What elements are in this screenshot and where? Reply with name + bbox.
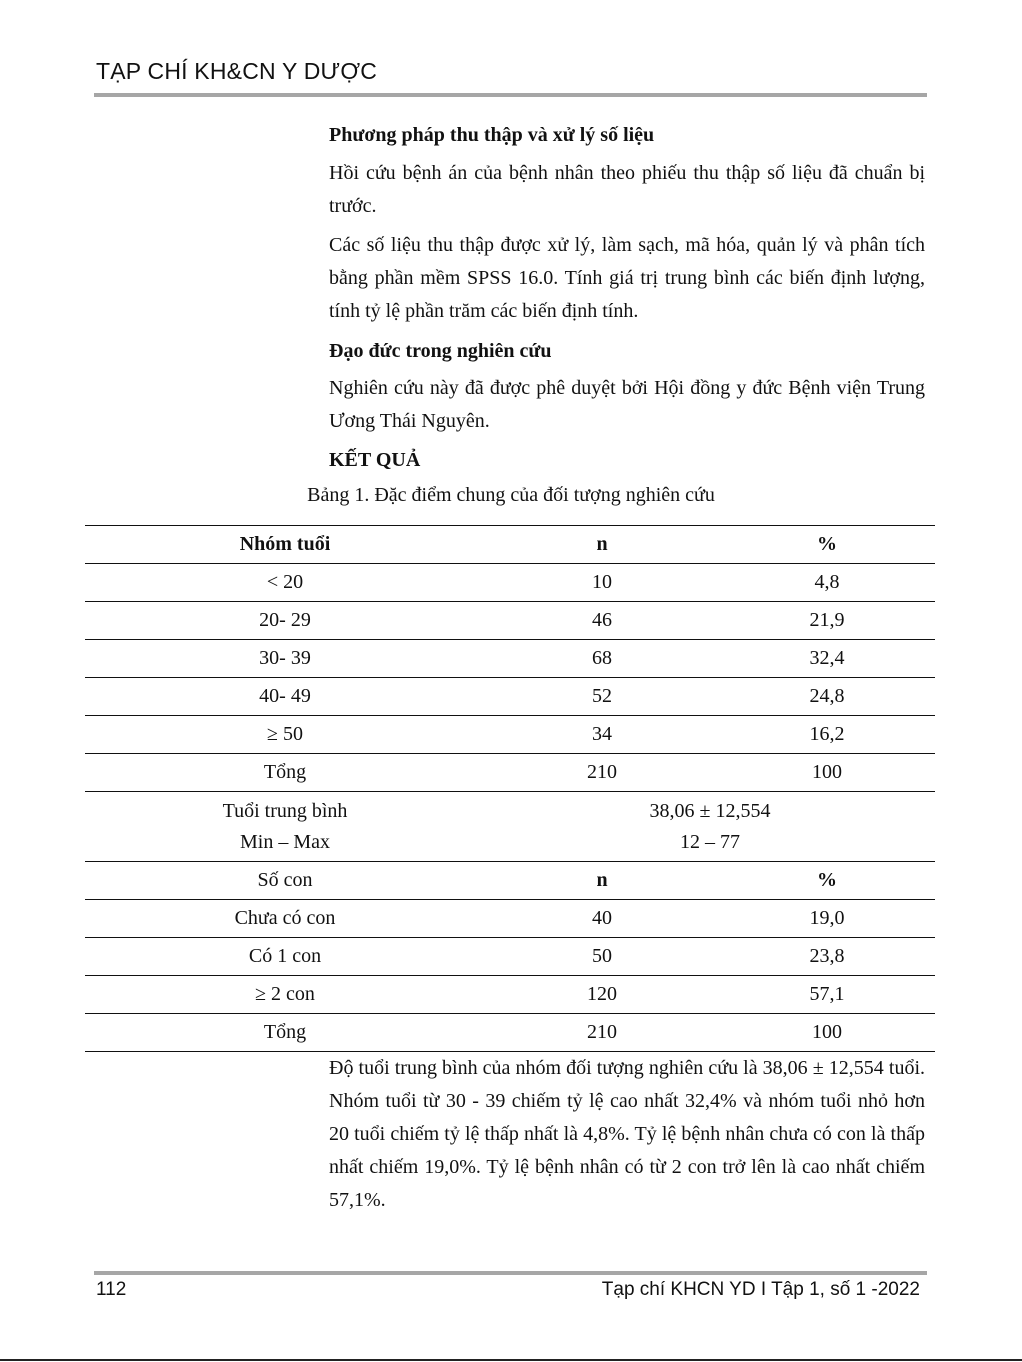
header-cell: Nhóm tuổi (85, 526, 485, 564)
table-header-row (85, 862, 935, 900)
table-cell: 23,8 (719, 938, 935, 976)
footer-rule (94, 1271, 927, 1275)
table-cell: < 20 (85, 564, 485, 602)
table-caption: Bảng 1. Đặc điểm chung của đối tượng nghiên cứu (307, 484, 715, 506)
table-cell: ≥ 50 (85, 716, 485, 754)
table-cell: 210 (485, 754, 719, 792)
min-max-value: 12 – 77 (680, 830, 740, 853)
min-max-label: Min – Max (240, 830, 330, 853)
table-row (85, 976, 935, 1014)
table-row (85, 678, 935, 716)
table-cell: 46 (485, 602, 719, 640)
header-cell: Số con (85, 862, 485, 900)
journal-header: TẠP CHÍ KH&CN Y DƯỢC (96, 58, 378, 84)
table-cell (485, 792, 935, 862)
journal-issue: Tạp chí KHCN YD I Tập 1, số 1 -2022 (601, 1279, 920, 1300)
table-cell: Có 1 con (85, 938, 485, 976)
table-cell: 68 (485, 640, 719, 678)
table-cell: 32,4 (719, 640, 935, 678)
header-cell: n (485, 862, 719, 900)
table-row (85, 716, 935, 754)
header-cell: n (485, 526, 719, 564)
page-edge-line (0, 1359, 1022, 1361)
table-cell: Chưa có con (85, 900, 485, 938)
table-cell: 40- 49 (85, 678, 485, 716)
table-cell: 50 (485, 938, 719, 976)
table-cell: 100 (719, 1014, 935, 1052)
table-cell: 20- 29 (85, 602, 485, 640)
table-row-mean-age (85, 792, 935, 862)
table-cell: Tổng (85, 754, 485, 792)
table-cell: 100 (719, 754, 935, 792)
table-cell: ≥ 2 con (85, 976, 485, 1014)
table-cell: 19,0 (719, 900, 935, 938)
table-row (85, 602, 935, 640)
section-heading-ethics: Đạo đức trong nghiên cứu (329, 340, 552, 362)
table-header-row (85, 526, 935, 564)
table-row (85, 900, 935, 938)
table-cell: Tổng (85, 1014, 485, 1052)
table-cell: 52 (485, 678, 719, 716)
header-cell: % (719, 526, 935, 564)
mean-age-label: Tuổi trung bình (222, 799, 348, 822)
section-heading-methods: Phương pháp thu thập và xử lý số liệu (329, 124, 655, 146)
page-number: 112 (96, 1279, 127, 1300)
table-row (85, 564, 935, 602)
table-cell: 30- 39 (85, 640, 485, 678)
table-cell: 21,9 (719, 602, 935, 640)
table-cell: 34 (485, 716, 719, 754)
header-rule (94, 93, 927, 97)
table-cell: 57,1 (719, 976, 935, 1014)
paragraph-analysis: Các số liệu thu thập được xử lý, làm sạch, mã hóa, quản lý và phân tích bằng phần mềm SPSS 16.0. Tính giá trị trung bình các biến định lượng, tính tỷ lệ phần trăm các biến định tính. (329, 234, 925, 322)
table-cell (85, 792, 485, 862)
table-row (85, 640, 935, 678)
mean-age-value: 38,06 ± 12,554 (649, 799, 771, 822)
header-cell: % (719, 862, 935, 900)
table-cell: 120 (485, 976, 719, 1014)
table-cell: 4,8 (719, 564, 935, 602)
paragraph-retrospective: Hồi cứu bệnh án của bệnh nhân theo phiếu thu thập số liệu đã chuẩn bị trước. (329, 162, 925, 217)
results-table (85, 525, 935, 1052)
table-cell: 10 (485, 564, 719, 602)
table-row (85, 938, 935, 976)
table-cell: 24,8 (719, 678, 935, 716)
table-row (85, 754, 935, 792)
table-cell: 40 (485, 900, 719, 938)
table-cell: 210 (485, 1014, 719, 1052)
table-cell: 16,2 (719, 716, 935, 754)
section-heading-results: KẾT QUẢ (329, 449, 421, 471)
table-row (85, 1014, 935, 1052)
paragraph-ethics: Nghiên cứu này đã được phê duyệt bởi Hội đồng y đức Bệnh viện Trung Ương Thái Nguyên. (329, 377, 925, 432)
paragraph-results-summary: Độ tuổi trung bình của nhóm đối tượng nghiên cứu là 38,06 ± 12,554 tuổi. Nhóm tuổi từ 30 - 39 chiếm tỷ lệ cao nhất 32,4% và nhóm tuổi nhỏ hơn 20 tuổi chiếm tỷ lệ thấp nhất là 4,8%. Tỷ lệ bệnh nhân chưa có con là thấp nhất chiếm 19,0%. Tỷ lệ bệnh nhân có từ 2 con trở lên là cao nhất chiếm 57,1%. (329, 1057, 925, 1211)
